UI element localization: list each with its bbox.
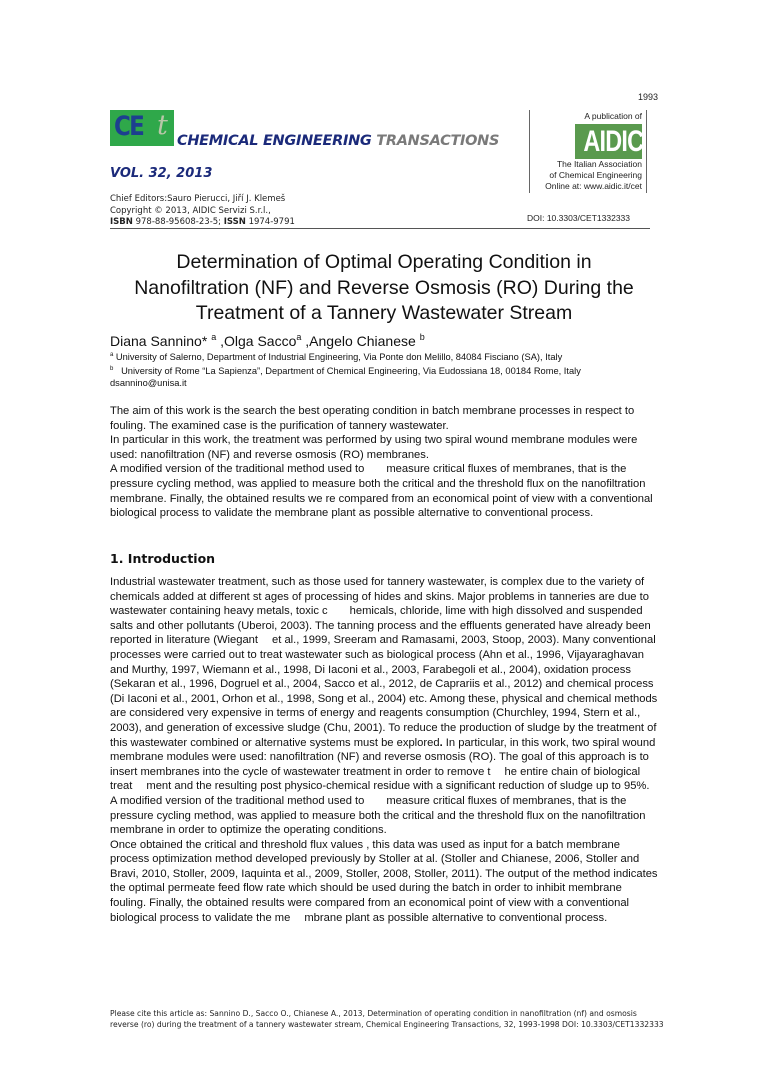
publisher-description (522, 159, 642, 192)
author-affil-mark: a (296, 332, 302, 342)
affiliation-b (110, 366, 581, 376)
affil-text: University of Salerno, Department of Industrial Engineering, Via Ponte don Melillo, 84084 Fisciano (SA), Italy (113, 352, 563, 362)
volume-label: VOL. 32, 2013 (110, 166, 213, 181)
abstract-text: A modified version of the traditional method used to (110, 463, 365, 476)
author-affil-mark: b (419, 332, 425, 342)
intro-paragraph (110, 794, 658, 838)
header-divider (110, 228, 650, 229)
isbn: 978-88-95608-23-5; (135, 217, 222, 227)
issn: 1974-9791 (248, 217, 295, 227)
publisher-website-link[interactable]: Online at: www.aidic.it/cet (545, 181, 642, 191)
journal-meta (110, 194, 295, 229)
affil-mark: a (110, 352, 114, 358)
journal-title-part1: CHEMICAL ENGINEERING (177, 133, 372, 149)
affil-mark: b (110, 366, 114, 372)
abstract-paragraph: The aim of this work is the search the best operating condition in batch membrane processes in respect to fouling. The examined case is the purification of tannery wastewater. (110, 405, 635, 432)
cet-logo (110, 110, 174, 146)
corresponding-email[interactable]: dsannino@unisa.it (110, 378, 187, 388)
aidic-logo-text: AIDIC (583, 125, 644, 158)
intro-text: A modified version of the traditional method used to (110, 794, 365, 807)
section-heading-introduction: 1. Introduction (110, 551, 216, 566)
author-name: ,Angelo Chianese (301, 333, 420, 349)
intro-text: ment and the resulting post physico-chemical residue with a significant reduction of sludge up to 95%. (146, 780, 650, 793)
issn-label: ISSN (223, 217, 246, 227)
abstract-paragraph (110, 462, 658, 520)
intro-text: . (439, 736, 443, 749)
aidic-logo (575, 124, 642, 159)
abstract (110, 404, 658, 521)
intro-text: In particular, in this work, two spiral wound membrane modules were used: nanofiltration (NF) and reverse osmosis (RO). The goal of this approach is to insert membranes into the cycle of wastewater treatment in order to remove t (110, 736, 656, 778)
journal-title-part2: TRANSACTIONS (376, 133, 500, 149)
introduction-body (110, 575, 658, 925)
publication-of-label: A publication of (584, 111, 642, 121)
publisher-desc-line: The Italian Association (556, 159, 642, 169)
chief-editors: Sauro Pierucci, Jiří J. Klemeš (167, 194, 286, 204)
intro-text: et al., 1999, Sreeram and Ramasami, 2003, Stoop, 2003). Many conventional processes were carried out to treat wastewater such as biological process (Ahn et al., 1996, Vijayaraghavan and Murthy, 1997, Wiemann et al., 1998, Di Iaconi et al., 2003, Farabegoli et al., 2004), oxidation process (Sekaran et al., 1996, Dogruel et al., 2004, Sacco et al., 2012, de Caprariis et al., 2012) and chemical process (Di Iaconi et al., 2001, Orhon et al., 1998, Song et al., 2004) etc. Among these, physical and chemical methods are considered very expensive in terms of energy and reagents consumption (Churchley, 1994, Stern et al., 2003), and generation of excessive sludge (Chu, 2001). To reduce the production of sludge by the treatment of this wastewater combined or alternative systems must be explored (110, 634, 658, 749)
intro-text: Industrial wastewater treatment, such as those used for tannery wastewater, is complex due to the variety of chemicals added at different st ages of processing of hides and skins. Major problems in tanneries are due to wastewater containing heavy metals, toxic c (110, 576, 649, 618)
abstract-text: measure critical fluxes of membranes, that is the pressure cycling method, was applied to measure both the critical and the threshold flux on the nanofiltration membrane. Finally, the obtained results we re compared from an economical point of view with a conventional biological process to validate the membrane plant as possible alternative to conventional process. (110, 463, 653, 520)
author-list (110, 332, 425, 349)
intro-text: measure critical fluxes of membranes, that is the pressure cycling method, was applied to measure both the critical and the threshold flux on the nanofiltration membrane in order to optimize the operating conditions. (110, 794, 646, 837)
article-title (100, 250, 668, 327)
isbn-label: ISBN (110, 217, 133, 227)
publisher-block (529, 110, 647, 193)
chief-editors-line (110, 194, 295, 206)
journal-title (177, 133, 499, 149)
cet-logo-letters: CE (114, 111, 144, 142)
article-title-line: Determination of Optimal Operating Condition in (176, 251, 592, 273)
author-name: Diana Sannino* (110, 333, 212, 349)
intro-text: he entire chain of biological treat (110, 765, 641, 793)
abstract-paragraph: In particular in this work, the treatment was performed by using two spiral wound membrane modules were used: nanofiltration (NF) and reverse osmosis (RO) membranes. (110, 434, 638, 461)
citation-footer: Please cite this article as: Sannino D., Sacco O., Chianese A., 2013, Determination of operating condition in nanofiltration (nf) and osmosis reverse (ro) during the treatment of a tannery wastewater stream, Chemical Engineering Transactions, 32, 1993-1998 DOI: 10.3303/CET1332333 (110, 1009, 664, 1029)
chief-editors-label: Chief Editors: (110, 194, 168, 204)
publisher-desc-line: of Chemical Engineering (549, 170, 642, 180)
affiliation-a (110, 352, 562, 362)
intro-text: mbrane plant as possible alternative to conventional process. (304, 911, 608, 924)
article-title-line: Nanofiltration (NF) and Reverse Osmosis (RO) During the (134, 276, 634, 299)
intro-paragraph (110, 575, 658, 794)
author-name: ,Olga Sacco (216, 333, 297, 349)
intro-text: Once obtained the critical and threshold flux values , this data was used as input for a batch membrane process optimization method developed previously by Stoller at al. (Stoller and Chianese, 2006, Stoller and Bravi, 2010, Stoller, 2009, Iaquinta et al., 2009, Stoller, 2008, Stoller, 2011). The output of the method indicates the optimal permeate feed flow rate which should be used during the batch in order to inhibit membrane fouling. Finally, the obtained results were compared from an economical point of view with a conventional biological process to validate the me (110, 838, 658, 924)
copyright-line: Copyright © 2013, AIDIC Servizi S.r.l., (110, 205, 271, 216)
page-number: 1993 (637, 92, 658, 102)
intro-text: hemicals, chloride, lime with high dissolved and suspended salts and other pollutants (Uberoi, 2003). The tanning process and the effluents generated have already been reported in literature (Wiegant (110, 605, 651, 647)
article-title-line: Treatment of a Tannery Wastewater Stream (195, 302, 573, 324)
cet-logo-italic-letter: t (157, 110, 168, 141)
isbn-line (110, 217, 295, 229)
doi-label: DOI: 10.3303/CET1332333 (527, 213, 631, 223)
affil-text: University of Rome “La Sapienza”, Department of Chemical Engineering, Via Eudossiana 18, 00184 Rome, Italy (113, 366, 581, 376)
author-affil-mark: a (211, 332, 217, 342)
intro-paragraph (110, 838, 658, 926)
